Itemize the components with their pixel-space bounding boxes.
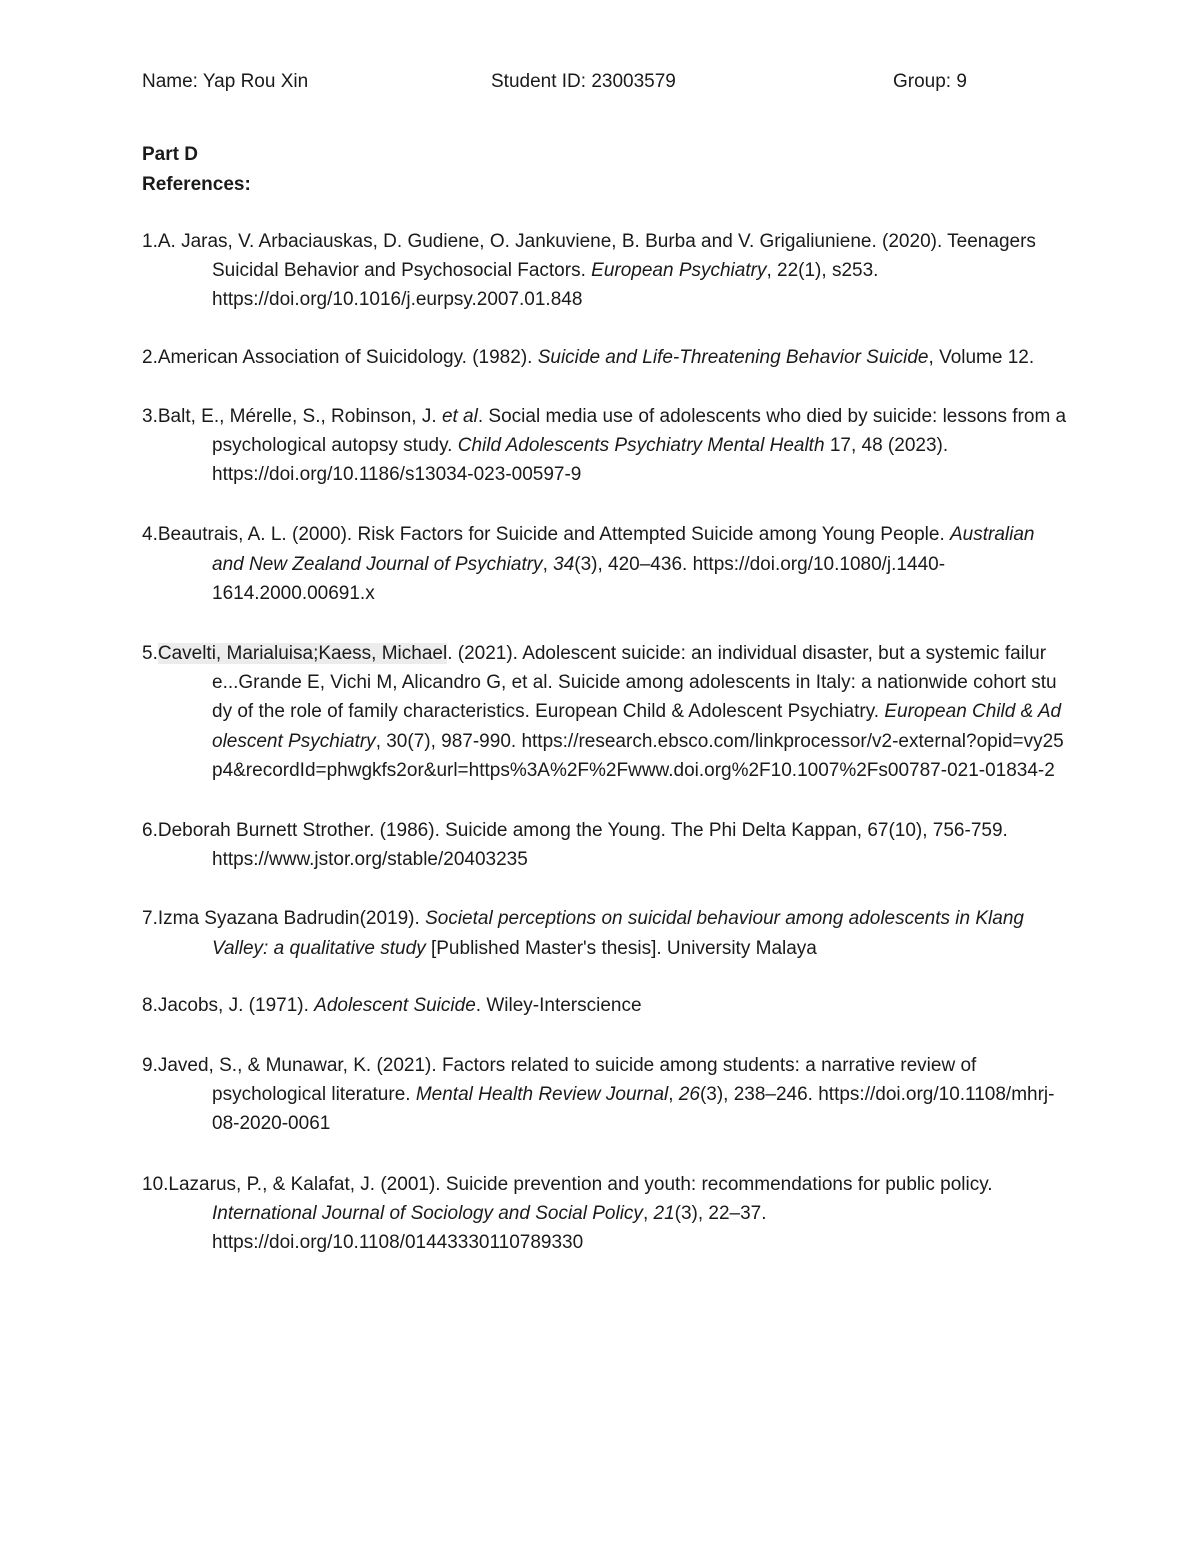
reference-number: 3. [142, 405, 158, 427]
reference-journal: Suicide and Life-Threatening Behavior Suicide [537, 346, 929, 368]
reference-journal: European Child & Adolescent Psychiatry [212, 701, 1062, 752]
reference-text: A. Jaras, V. Arbaciauskas, D. Gudiene, O. Jankuviene, B. Burba and V. Grigaliuniene. (2020). Teenagers Suicidal Behavior and Psychosocial Factors. [157, 231, 1036, 282]
reference-text: Jacobs, J. (1971). [157, 994, 315, 1016]
reference-number: 6. [142, 820, 158, 842]
reference-etal: et al [441, 405, 478, 427]
reference-number: 1. [142, 231, 158, 252]
reference-number: 8. [142, 994, 158, 1016]
reference-details: , 22(1), s253. https://doi.org/10.1016/j.eurpsy.2007.01.848 [212, 260, 879, 311]
reference-text: Deborah Burnett Strother. (1986). Suicide among the Young. The Phi Delta Kappan, 67(10), 756-759. https://www.jstor.org/stable/20403235 [157, 820, 1008, 871]
reference-title: . Social media use of adolescents who died by suicide: lessons from a psychological autopsy study. [212, 405, 1067, 457]
highlighted-authors: Cavelti, Marialuisa;Kaess, Michael [157, 643, 448, 665]
reference-details: (3), 22–37. https://doi.org/10.1108/01443330110789330 [212, 1202, 767, 1254]
reference-journal: European Psychiatry [591, 260, 767, 282]
reference-volume: 34 [553, 553, 575, 575]
reference-details: [Published Master's thesis]. University Malaya [425, 937, 817, 959]
reference-text: Javed, S., & Munawar, K. (2021). Factors related to suicide among students: a narrative review of psychological literature. [157, 1055, 977, 1106]
reference-item-6 [142, 816, 1067, 874]
reference-text: Balt, E., Mérelle, S., Robinson, J. [157, 405, 442, 427]
reference-item-4 [142, 520, 1067, 608]
reference-details: (3), 238–246. https://doi.org/10.1108/mhrj-08-2020-0061 [212, 1084, 1055, 1135]
section-heading [142, 140, 251, 200]
reference-item-7 [142, 904, 1067, 962]
reference-text: American Association of Suicidology. (1982). [157, 346, 538, 368]
reference-item-9 [142, 1051, 1067, 1139]
reference-text: Lazarus, P., & Kalafat, J. (2001). Suicide prevention and youth: recommendations for public policy. [168, 1173, 993, 1195]
reference-item-3 [142, 402, 1067, 490]
reference-item-5 [142, 639, 1067, 785]
part-label: Part D [142, 144, 198, 165]
reference-number: 2. [142, 346, 158, 368]
reference-details: 17, 48 (2023). https://doi.org/10.1186/s13034-023-00597-9 [212, 435, 949, 486]
reference-list [142, 227, 1067, 1257]
reference-journal: Mental Health Review Journal [415, 1084, 669, 1106]
reference-text: . (2021). Adolescent suicide: an individual disaster, but a systemic failure...Grande E, Vichi M, Alicandro G, et al. Suicide among adolescents in Italy: a nationwide cohort study of the role of family characteristics. European Child & Adolescent Psychiatry. [212, 643, 1057, 723]
reference-item-8 [142, 991, 1067, 1020]
reference-number: 4. [142, 524, 158, 546]
reference-number: 5. [142, 643, 158, 665]
reference-number: 10. [142, 1173, 169, 1195]
group-number: Group: 9 [893, 71, 967, 92]
reference-item-2 [142, 343, 1067, 372]
reference-number: 7. [142, 908, 158, 930]
reference-details: . Wiley-Interscience [475, 994, 642, 1016]
reference-number: 9. [142, 1055, 158, 1077]
reference-item-10 [142, 1170, 1067, 1258]
reference-volume: 26 [678, 1084, 700, 1106]
student-id: Student ID: 23003579 [491, 71, 676, 92]
reference-separator: , [642, 1202, 654, 1224]
reference-journal: Societal perceptions on suicidal behaviour among adolescents in Klang Valley: a qualitative study [212, 908, 1024, 959]
references-heading: References: [142, 174, 251, 195]
reference-volume: 21 [653, 1202, 675, 1224]
reference-journal: International Journal of Sociology and Social Policy [212, 1202, 643, 1224]
student-name: Name: Yap Rou Xin [142, 71, 309, 92]
reference-journal: Child Adolescents Psychiatry Mental Health [457, 435, 825, 457]
page-header [0, 71, 1200, 101]
reference-separator: , [668, 1084, 679, 1106]
reference-details: , 30(7), 987-990. https://research.ebsco.com/linkprocessor/v2-external?opid=vy25p4&recordId=phwgkfs2or&url=https%3A%2F%2Fwww.doi.org%2F10.1007%2Fs00787-021-01834-2 [212, 730, 1064, 781]
reference-details: (3), 420–436. https://doi.org/10.1080/j.1440-1614.2000.00691.x [212, 553, 946, 604]
reference-item-1 [142, 227, 1067, 315]
reference-separator: , [542, 553, 554, 575]
reference-text: Beautrais, A. L. (2000). Risk Factors for Suicide and Attempted Suicide among Young People. [157, 524, 950, 546]
reference-details: , Volume 12. [928, 346, 1035, 368]
reference-journal: Australian and New Zealand Journal of Psychiatry [212, 524, 1035, 575]
reference-journal: Adolescent Suicide [314, 994, 476, 1016]
reference-text: Izma Syazana Badrudin(2019). [157, 908, 426, 930]
